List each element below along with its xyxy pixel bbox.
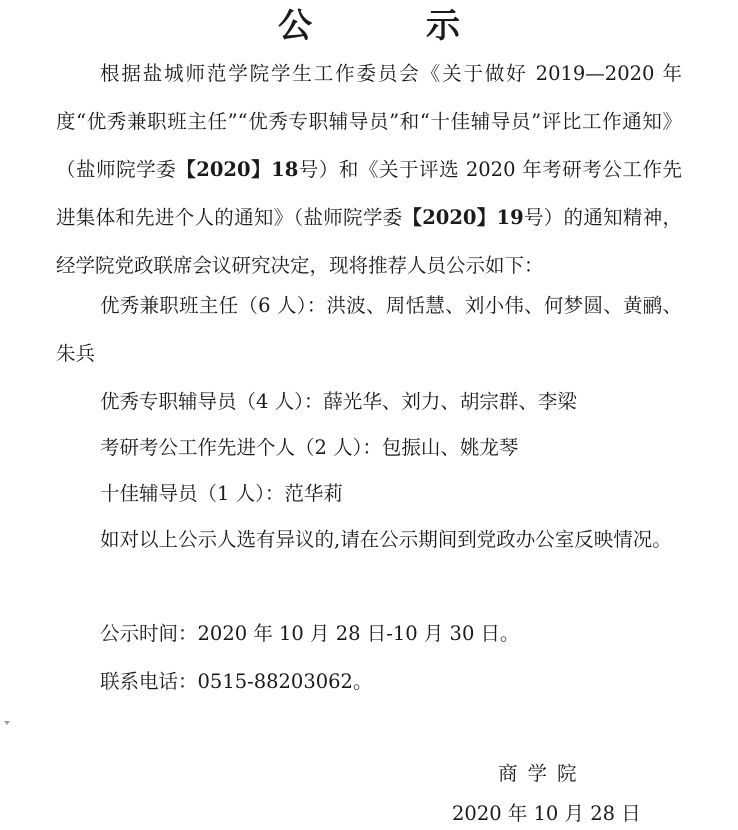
signature-date: 2020 年 10 月 28 日 — [452, 802, 641, 825]
objection-paragraph: 如对以上公示人选有异议的,请在公示期间到党政办公室反映情况。 — [100, 528, 672, 551]
nominee-counselor: 优秀专职辅导员（4 人）：薛光华、刘力、胡宗群、李梁 — [100, 390, 577, 413]
nominee-class-advisor: 优秀兼职班主任（6 人）：洪波、周恬慧、刘小伟、何梦圆、黄鹂、朱兵 — [56, 294, 682, 365]
intro-paragraph — [56, 50, 682, 290]
nominee-top-ten-counselor: 十佳辅导员（1 人）：范华莉 — [100, 482, 343, 505]
intro-text-1: 根据盐城师范学院学生工作委员会《关于做好 2019—2020 年度“优秀兼职班主任”“优秀专职辅导员”和“十佳辅导员”评比工作通知》（盐师院学委 — [56, 62, 682, 181]
notice-title: 公 示 — [278, 6, 500, 46]
signer-name: 商学院 — [498, 762, 587, 785]
nominee-exam-individual: 考研考公工作先进个人（2 人）：包振山、姚龙琴 — [100, 436, 519, 459]
caret-marker-icon — [4, 721, 10, 725]
contact-phone: 联系电话：0515-88203062。 — [100, 670, 373, 693]
document-number-2: 【2020】19 — [402, 206, 524, 229]
document-number-1: 【2020】18 — [176, 158, 299, 181]
intro-text-2: 号）和《关于评选 2020 年考研考公工作先进集体和先进个人的通知》（盐师院学委 — [56, 158, 682, 229]
intro-text-3: 号）的通知精神，经学院党政联席会议研究决定，现将推荐人员公示如下： — [56, 206, 682, 277]
publicity-period: 公示时间：2020 年 10 月 28 日-10 月 30 日。 — [100, 622, 520, 645]
